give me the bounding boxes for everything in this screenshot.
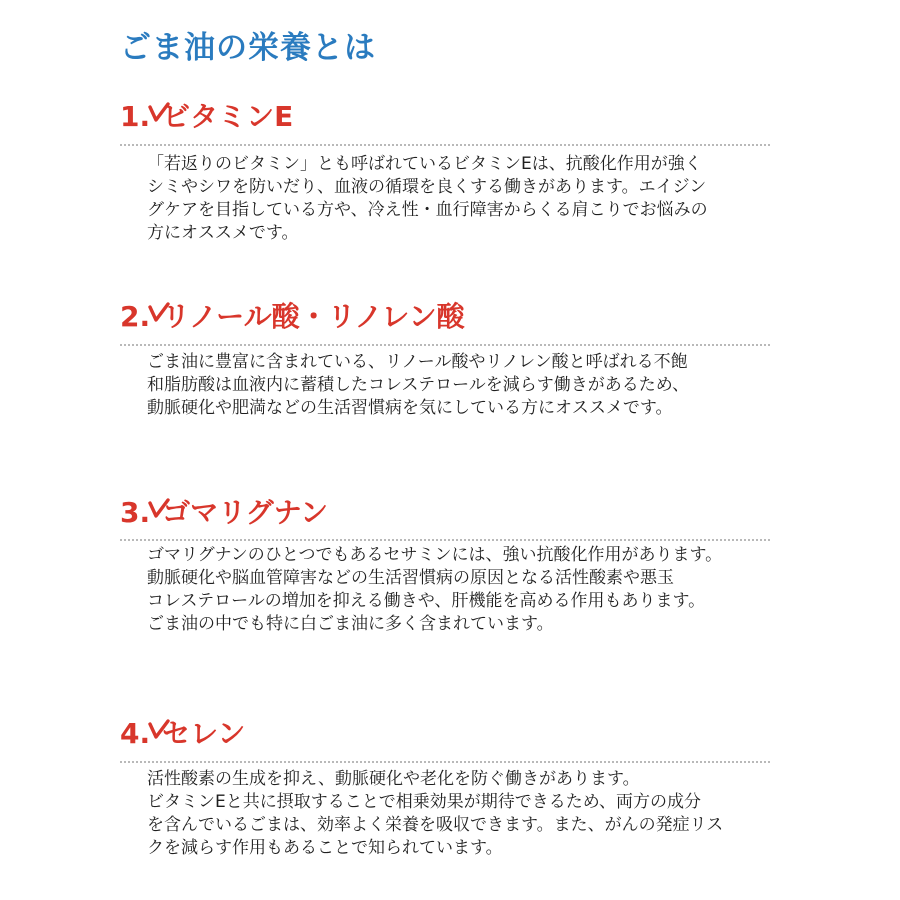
- section-body: [147, 768, 797, 860]
- divider: [120, 144, 770, 146]
- page-title: ごま油の栄養とは: [120, 30, 376, 66]
- divider: [120, 539, 770, 541]
- section-title: ゴマリグナン: [162, 496, 329, 529]
- section-body: [147, 153, 797, 245]
- body-line: コレステロールの増加を抑える働きや、肝機能を高める作用もあります。: [147, 591, 706, 611]
- checkmark-icon: [148, 719, 168, 747]
- body-line: 方にオススメです。: [147, 223, 299, 243]
- body-line: ごま油に豊富に含まれている、リノール酸やリノレン酸と呼ばれる不飽: [147, 352, 688, 372]
- checkmark-icon: [148, 102, 168, 130]
- section-heading: [120, 492, 328, 534]
- section-body: [147, 351, 797, 420]
- section-heading: [120, 96, 293, 138]
- checkmark-icon: [148, 498, 168, 526]
- section-number: 3.: [120, 496, 151, 529]
- body-line: 活性酸素の生成を抑え、動脈硬化や老化を防ぐ働きがあります。: [147, 769, 640, 789]
- section-title: ビタミンE: [162, 100, 294, 133]
- body-line: 「若返りのビタミン」とも呼ばれているビタミンEは、抗酸化作用が強く: [147, 154, 702, 174]
- section-heading: [120, 296, 465, 338]
- body-line: クを減らす作用もあることで知られています。: [147, 838, 503, 858]
- checkmark-icon: [148, 302, 168, 330]
- section-body: [147, 544, 797, 636]
- section-number: 1.: [120, 100, 151, 133]
- body-line: ゴマリグナンのひとつでもあるセサミンには、強い抗酸化作用があります。: [147, 545, 723, 565]
- divider: [120, 761, 770, 763]
- divider: [120, 344, 770, 346]
- body-line: ビタミンEと共に摂取することで相乗効果が期待できるため、両方の成分: [147, 792, 702, 812]
- section-heading: [120, 713, 245, 755]
- body-line: グケアを目指している方や、冷え性・血行障害からくる肩こりでお悩みの: [147, 200, 708, 220]
- body-line: 和脂肪酸は血液内に蓄積したコレステロールを減らす働きがあるため、: [147, 375, 690, 395]
- section-number: 2.: [120, 300, 151, 333]
- body-line: を含んでいるごまは、効率よく栄養を吸収できます。また、がんの発症リス: [147, 815, 724, 835]
- body-line: 動脈硬化や肥満などの生活習慣病を気にしている方にオススメです。: [147, 398, 673, 418]
- body-line: 動脈硬化や脳血管障害などの生活習慣病の原因となる活性酸素や悪玉: [147, 568, 674, 588]
- body-line: ごま油の中でも特に白ごま油に多く含まれています。: [147, 614, 554, 634]
- section-title: リノール酸・リノレン酸: [162, 300, 465, 333]
- section-title: セレン: [162, 717, 246, 750]
- section-number: 4.: [120, 717, 151, 750]
- body-line: シミやシワを防いだり、血液の循環を良くする働きがあります。エイジン: [147, 177, 707, 197]
